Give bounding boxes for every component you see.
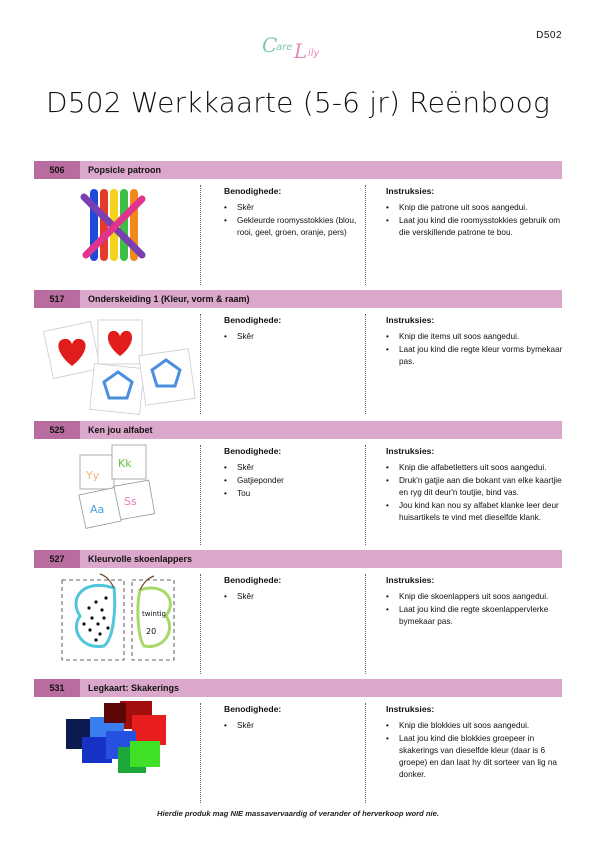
card-section-525 (34, 421, 562, 549)
material-item: • Gatjieponder (224, 475, 360, 487)
instructions-heading: Instruksies: (386, 575, 435, 585)
instructions-heading: Instruksies: (386, 186, 435, 196)
instruction-item: • Jou kind kan nou sy alfabet klanke leer deur huisartikels te vind met dieselfde klank. (386, 500, 564, 524)
butterflies-image (34, 568, 200, 678)
instructions-column (386, 445, 564, 525)
letter-yy: Yy (86, 469, 100, 482)
footer-notice: Hierdie produk mag NIE massavervaardig of verander of herverkoop word nie. (157, 809, 439, 818)
shapes-matching-image (34, 308, 200, 418)
section-header-bar (34, 550, 562, 568)
materials-heading: Benodighede: (224, 315, 282, 325)
section-header-bar (34, 290, 562, 308)
instruction-item: • Knip die blokkies uit soos aangedui. (386, 720, 564, 732)
popsicle-sticks-image (34, 179, 200, 289)
instructions-heading: Instruksies: (386, 704, 435, 714)
instructions-heading: Instruksies: (386, 315, 435, 325)
butterfly-wing-icon (76, 585, 115, 646)
materials-column (224, 185, 360, 240)
card-section-506 (34, 161, 562, 289)
material-item: • Tou (224, 488, 360, 500)
instructions-column (386, 703, 564, 782)
card-number: 517 (34, 290, 80, 308)
materials-column (224, 314, 360, 344)
card-name: Legkaart: Skakerings (88, 683, 180, 693)
card-section-531 (34, 679, 562, 807)
card-section-517 (34, 290, 562, 418)
letter-ss: Ss (124, 495, 137, 508)
alphabet-cards-image (34, 439, 200, 549)
material-item: • Gekleurde roomysstokkies (blou, rooi, geel, groen, oranje, pers) (224, 215, 360, 239)
svg-text:are: are (276, 42, 293, 53)
page-title: D502 Werkkaarte (5-6 jr) Reënboog (45, 86, 551, 119)
material-item: • Skêr (224, 462, 360, 474)
number-label: 20 (146, 627, 157, 636)
number-word-label: twintig (142, 610, 166, 618)
card-name: Ken jou alfabet (88, 425, 153, 435)
materials-column (224, 703, 360, 733)
svg-text:ily: ily (308, 48, 320, 59)
carelily-logo (258, 26, 338, 66)
instruction-item: • Druk'n gatjie aan die bokant van elke kaartjie en ryg dit deur'n toutjie, bind vas. (386, 475, 564, 499)
svg-text:L: L (294, 39, 308, 63)
product-code: D502 (536, 30, 562, 41)
color-blocks-image (34, 697, 200, 807)
instructions-column (386, 574, 564, 629)
instruction-item: • Knip die skoenlappers uit soos aangedui. (386, 591, 564, 603)
instruction-item: • Laat jou kind die regte kleur vorms bymekaar pas. (386, 344, 564, 368)
section-header-bar (34, 421, 562, 439)
svg-text:C: C (262, 33, 278, 57)
instruction-item: • Knip die patrone uit soos aangedui. (386, 202, 564, 214)
section-header-bar (34, 161, 562, 179)
card-name: Popsicle patroon (88, 165, 162, 175)
material-item: • Skêr (224, 591, 360, 603)
material-item: • Skêr (224, 331, 360, 343)
instruction-item: • Knip die items uit soos aangedui. (386, 331, 564, 343)
section-header-bar (34, 679, 562, 697)
instruction-item: • Knip die alfabetletters uit soos aangedui. (386, 462, 564, 474)
instructions-heading: Instruksies: (386, 446, 435, 456)
instruction-item: • Laat jou kind die regte skoenlappervlerke bymekaar pas. (386, 604, 564, 628)
materials-heading: Benodighede: (224, 186, 282, 196)
letter-aa: Aa (90, 503, 105, 516)
material-item: • Skêr (224, 202, 360, 214)
card-number: 506 (34, 161, 80, 179)
material-item: • Skêr (224, 720, 360, 732)
instructions-column (386, 185, 564, 240)
materials-column (224, 445, 360, 501)
materials-heading: Benodighede: (224, 446, 282, 456)
card-number: 525 (34, 421, 80, 439)
materials-column (224, 574, 360, 604)
card-number: 531 (34, 679, 80, 697)
instructions-column (386, 314, 564, 369)
instruction-item: • Laat jou kind die blokkies groepeer in skakerings van dieselfde kleur (daar is 6 groepe) en dan laat hy dit sorteer van lig na donker. (386, 733, 564, 781)
materials-heading: Benodighede: (224, 704, 282, 714)
card-name: Onderskeiding 1 (Kleur, vorm & raam) (88, 294, 250, 304)
card-name: Kleurvolle skoenlappers (88, 554, 193, 564)
materials-heading: Benodighede: (224, 575, 282, 585)
letter-kk: Kk (118, 457, 132, 470)
instruction-item: • Laat jou kind die roomysstokkies gebruik om die verskillende patrone te bou. (386, 215, 564, 239)
card-section-527 (34, 550, 562, 678)
card-number: 527 (34, 550, 80, 568)
